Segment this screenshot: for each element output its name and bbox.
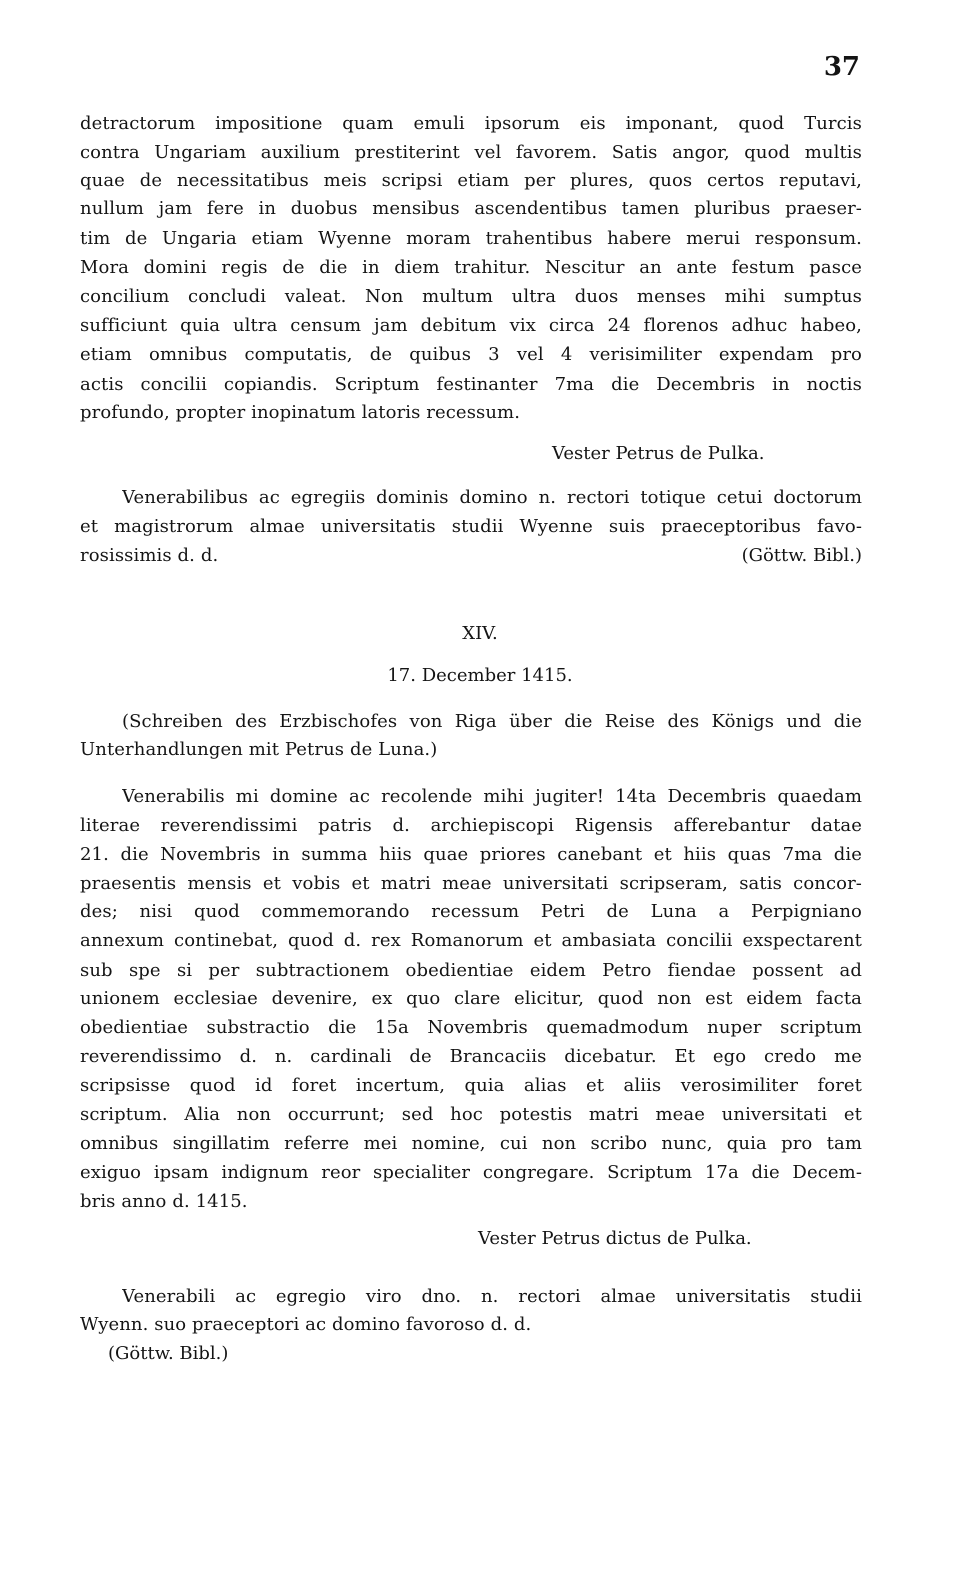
letter2-line: 21. die Novembris in summa hiis quae priores canebant et hiis quas 7ma die — [80, 844, 862, 865]
letter1-line: quae de necessitatibus meis scripsi etiam per plures, quos certos reputavi, — [80, 170, 862, 191]
letter1-line: sufficiunt quia ultra censum jam debitum vix circa 24 florenos adhuc habeo, — [80, 315, 862, 336]
letter1-address-line: rosissimis d. d. — [80, 545, 219, 566]
section-number: XIV. — [462, 623, 498, 644]
letter2-address-line: Venerabili ac egregio viro dno. n. rectori almae universitatis studii — [122, 1286, 862, 1307]
letter2-line: scripsisse quod id foret incertum, quia alias et aliis verosimiliter foret — [80, 1075, 862, 1096]
letter2-line: bris anno d. 1415. — [80, 1191, 248, 1212]
letter2-line: des; nisi quod commemorando recessum Petri de Luna a Perpigniano — [80, 901, 862, 922]
letter1-line: detractorum impositione quam emuli ipsorum eis imponant, quod Turcis — [80, 113, 862, 134]
letter2-line: exiguo ipsam indignum reor specialiter congregare. Scriptum 17a die Decem- — [80, 1162, 862, 1183]
section-summary-line: (Schreiben des Erzbischofes von Riga über die Reise des Königs und die — [122, 711, 862, 732]
letter1-address-line: et magistrorum almae universitatis studii Wyenne suis praeceptoribus favo- — [80, 516, 862, 537]
section-summary-line: Unterhandlungen mit Petrus de Luna.) — [80, 739, 438, 760]
section-date: 17. December 1415. — [387, 665, 573, 686]
letter2-line: reverendissimo d. n. cardinali de Brancaciis dicebatur. Et ego credo me — [80, 1046, 862, 1067]
letter2-line: obedientiae substractio die 15a Novembris quemadmodum nuper scriptum — [80, 1017, 862, 1038]
page-number: 37 — [823, 52, 860, 82]
letter2-signature: Vester Petrus dictus de Pulka. — [478, 1228, 752, 1249]
letter2-source: (Göttw. Bibl.) — [108, 1343, 229, 1364]
letter2-line: annexum continebat, quod d. rex Romanorum et ambasiata concilii exspectarent — [80, 930, 862, 951]
letter1-line: tim de Ungaria etiam Wyenne moram trahentibus habere merui responsum. — [80, 228, 862, 249]
letter2-address-line: Wyenn. suo praeceptori ac domino favoroso d. d. — [80, 1314, 532, 1335]
letter1-signature: Vester Petrus de Pulka. — [552, 443, 765, 464]
letter1-line: contra Ungariam auxilium prestiterint vel favorem. Satis angor, quod multis — [80, 142, 862, 163]
letter2-line: Venerabilis mi domine ac recolende mihi jugiter! 14ta Decembris quaedam — [122, 786, 862, 807]
letter2-line: sub spe si per subtractionem obedientiae eidem Petro fiendae possent ad — [80, 960, 862, 981]
letter1-line: nullum jam fere in duobus mensibus ascendentibus tamen pluribus praeser- — [80, 198, 862, 219]
letter1-line: profundo, propter inopinatum latoris recessum. — [80, 402, 521, 423]
letter2-line: scriptum. Alia non occurrunt; sed hoc potestis matri meae universitati et — [80, 1104, 862, 1125]
letter1-line: concilium concludi valeat. Non multum ultra duos menses mihi sumptus — [80, 286, 862, 307]
letter2-line: literae reverendissimi patris d. archiepiscopi Rigensis afferebantur datae — [80, 815, 862, 836]
letter2-line: omnibus singillatim referre mei nomine, cui non scribo nunc, quia pro tam — [80, 1133, 862, 1154]
letter1-line: actis concilii copiandis. Scriptum festinanter 7ma die Decembris in noctis — [80, 374, 862, 395]
letter2-line: unionem ecclesiae devenire, ex quo clare elicitur, quod non est eidem facta — [80, 988, 862, 1009]
letter1-line: Mora domini regis de die in diem trahitur. Nescitur an ante festum pasce — [80, 257, 862, 278]
letter1-source: (Göttw. Bibl.) — [741, 545, 862, 566]
letter1-address-line: Venerabilibus ac egregiis dominis domino n. rectori totique cetui doctorum — [122, 487, 862, 508]
letter1-line: etiam omnibus computatis, de quibus 3 vel 4 verisimiliter expendam pro — [80, 344, 862, 365]
letter2-line: praesentis mensis et vobis et matri meae universitati scripseram, satis concor- — [80, 873, 862, 894]
